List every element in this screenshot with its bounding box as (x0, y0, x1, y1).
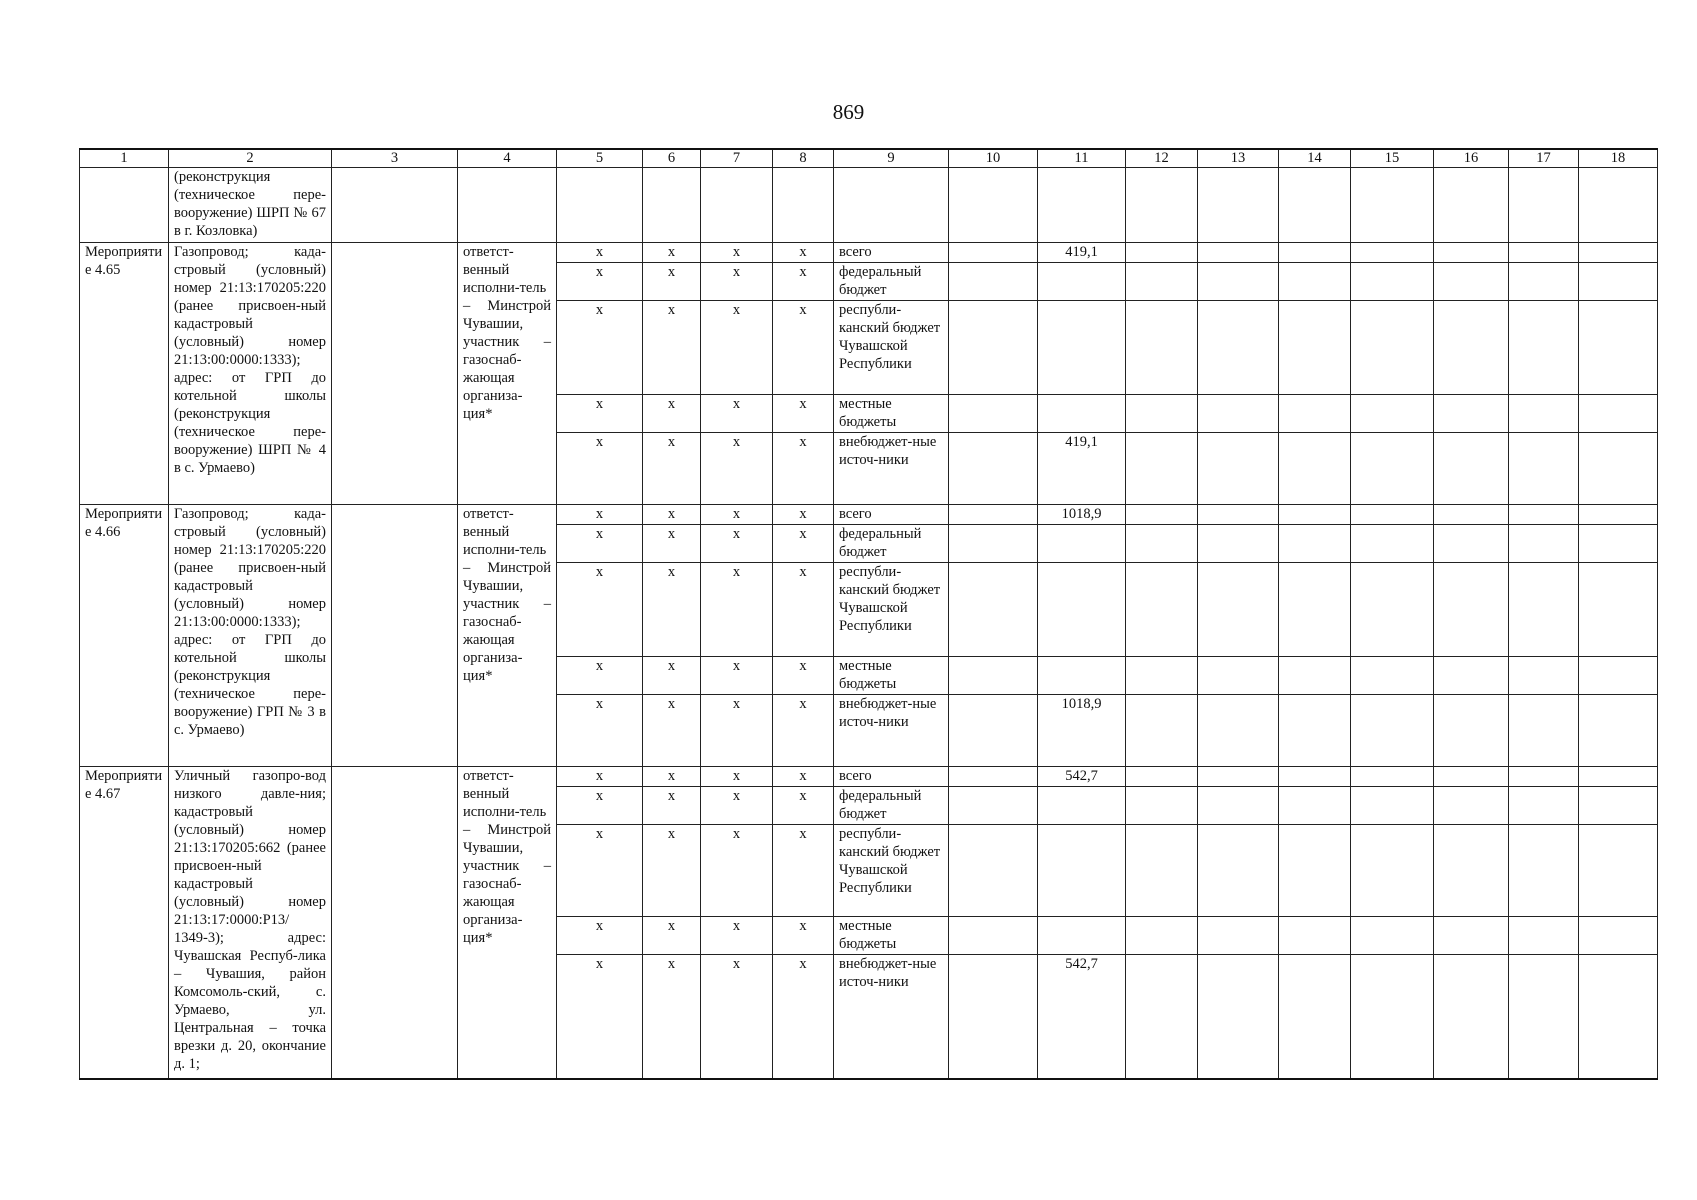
cell (1579, 505, 1658, 525)
cell (1126, 243, 1198, 263)
cell (1351, 243, 1434, 263)
cell (1126, 168, 1198, 243)
amount-cell: 419,1 (1038, 243, 1126, 263)
header-cell: 12 (1126, 149, 1198, 168)
cell (1126, 505, 1198, 525)
cell (1509, 525, 1579, 563)
cell (1198, 395, 1279, 433)
cell (1351, 563, 1434, 657)
funding-source: федеральный бюджет (834, 787, 949, 825)
cell (1279, 263, 1351, 301)
cell (834, 168, 949, 243)
cell (1434, 657, 1509, 695)
cell (1509, 243, 1579, 263)
cell (1279, 563, 1351, 657)
measure-description: Газопровод; када-стровый (условный) номер 21:13:170205:220 (ранее присвоен-ный кадастровый (условный) номер 21:13:00:0000:1333); адрес: от ГРП до котельной школы (реконструкция (техническое пере-вооружение) ГРП № 3 в с. Урмаево) (169, 505, 332, 767)
cell (1579, 563, 1658, 657)
header-cell: 1 (80, 149, 169, 168)
mark-cell: x (773, 433, 834, 505)
cell (1579, 695, 1658, 767)
cell (1351, 657, 1434, 695)
cell (458, 168, 557, 243)
empty-cell (332, 243, 458, 505)
cell (949, 243, 1038, 263)
amount-cell (1038, 395, 1126, 433)
mark-cell: x (773, 955, 834, 1079)
cell (773, 168, 834, 243)
cell (1198, 243, 1279, 263)
table-row (80, 505, 1658, 525)
funding-source: местные бюджеты (834, 395, 949, 433)
mark-cell: x (643, 563, 701, 657)
cell (1126, 263, 1198, 301)
mark-cell: x (701, 243, 773, 263)
cell (1579, 301, 1658, 395)
funding-source: республи-канский бюджет Чувашской Республики (834, 563, 949, 657)
mark-cell: x (643, 525, 701, 563)
cell (1509, 917, 1579, 955)
mark-cell: x (557, 917, 643, 955)
cell (1198, 433, 1279, 505)
mark-cell: x (557, 695, 643, 767)
amount-cell: 419,1 (1038, 433, 1126, 505)
cell (1351, 767, 1434, 787)
cell (949, 917, 1038, 955)
cell (1434, 433, 1509, 505)
mark-cell: x (643, 263, 701, 301)
header-cell: 2 (169, 149, 332, 168)
mark-cell: x (773, 525, 834, 563)
mark-cell: x (557, 395, 643, 433)
mark-cell: x (643, 787, 701, 825)
cell (1198, 767, 1279, 787)
cell (1126, 301, 1198, 395)
mark-cell: x (643, 505, 701, 525)
header-cell: 5 (557, 149, 643, 168)
cell (1351, 695, 1434, 767)
funding-source: всего (834, 243, 949, 263)
funding-source: внебюджет-ные источ-ники (834, 955, 949, 1079)
cell (949, 301, 1038, 395)
cell (1351, 787, 1434, 825)
cell (1279, 767, 1351, 787)
cell (1509, 563, 1579, 657)
cell (1434, 695, 1509, 767)
header-cell: 11 (1038, 149, 1126, 168)
mark-cell: x (557, 263, 643, 301)
cell (949, 695, 1038, 767)
mark-cell: x (643, 955, 701, 1079)
cell (1509, 168, 1579, 243)
cell (1579, 433, 1658, 505)
amount-cell (1038, 657, 1126, 695)
mark-cell: x (643, 917, 701, 955)
mark-cell: x (773, 301, 834, 395)
measure-label: Мероприятие 4.67 (80, 767, 169, 1079)
cell (1279, 243, 1351, 263)
cell (1279, 433, 1351, 505)
cell (1351, 505, 1434, 525)
header-cell: 10 (949, 149, 1038, 168)
cell (1198, 168, 1279, 243)
mark-cell: x (557, 955, 643, 1079)
table-row (80, 767, 1658, 787)
mark-cell: x (701, 563, 773, 657)
cell (1509, 825, 1579, 917)
mark-cell: x (643, 433, 701, 505)
cell (557, 168, 643, 243)
amount-cell (1038, 563, 1126, 657)
page-number: 869 (832, 100, 865, 124)
cell (1351, 168, 1434, 243)
header-cell: 14 (1279, 149, 1351, 168)
amount-cell: 542,7 (1038, 955, 1126, 1079)
cell (1126, 657, 1198, 695)
mark-cell: x (773, 825, 834, 917)
header-cell: 15 (1351, 149, 1434, 168)
header-cell: 16 (1434, 149, 1509, 168)
cell (1279, 395, 1351, 433)
measure-label: Мероприятие 4.66 (80, 505, 169, 767)
mark-cell: x (701, 395, 773, 433)
mark-cell: x (643, 825, 701, 917)
funding-source: республи-канский бюджет Чувашской Республики (834, 301, 949, 395)
cell (949, 433, 1038, 505)
mark-cell: x (557, 657, 643, 695)
cell (1126, 917, 1198, 955)
cell (1579, 917, 1658, 955)
cell (1126, 955, 1198, 1079)
continuation-row (80, 168, 1658, 243)
cell (1351, 825, 1434, 917)
header-cell: 4 (458, 149, 557, 168)
mark-cell: x (557, 825, 643, 917)
cell (643, 168, 701, 243)
mark-cell: x (773, 505, 834, 525)
cell (949, 525, 1038, 563)
cell (1279, 787, 1351, 825)
mark-cell: x (773, 563, 834, 657)
mark-cell: x (701, 301, 773, 395)
amount-cell (1038, 917, 1126, 955)
cell (1434, 301, 1509, 395)
mark-cell: x (701, 955, 773, 1079)
cell (1198, 787, 1279, 825)
cell (1434, 563, 1509, 657)
cell (1279, 917, 1351, 955)
mark-cell: x (557, 525, 643, 563)
cell (1351, 301, 1434, 395)
cell (1434, 917, 1509, 955)
mark-cell: x (773, 263, 834, 301)
mark-cell: x (557, 767, 643, 787)
header-cell: 17 (1509, 149, 1579, 168)
cell (949, 168, 1038, 243)
cell (949, 787, 1038, 825)
cell (1434, 243, 1509, 263)
mark-cell: x (643, 243, 701, 263)
cell (1126, 767, 1198, 787)
cell (1434, 525, 1509, 563)
cell (1579, 395, 1658, 433)
mark-cell: x (643, 695, 701, 767)
amount-cell (1038, 825, 1126, 917)
amount-cell (1038, 301, 1126, 395)
mark-cell: x (643, 767, 701, 787)
header-cell: 13 (1198, 149, 1279, 168)
cell (1579, 263, 1658, 301)
cell (1509, 787, 1579, 825)
mark-cell: x (643, 301, 701, 395)
measure-description: Газопровод; када-стровый (условный) номер 21:13:170205:220 (ранее присвоен-ный кадастровый (условный) номер 21:13:00:0000:1333); адрес: от ГРП до котельной школы (реконструкция (техническое пере-вооружение) ШРП № 4 в с. Урмаево) (169, 243, 332, 505)
cell (80, 168, 169, 243)
cell (949, 263, 1038, 301)
cell (1351, 395, 1434, 433)
cell (1509, 263, 1579, 301)
cell (1351, 955, 1434, 1079)
amount-cell (1038, 263, 1126, 301)
mark-cell: x (701, 525, 773, 563)
mark-cell: x (701, 917, 773, 955)
cell (1198, 505, 1279, 525)
funding-source: местные бюджеты (834, 657, 949, 695)
cell (701, 168, 773, 243)
cell (1198, 825, 1279, 917)
mark-cell: x (773, 767, 834, 787)
continuation-description: (реконструкция (техническое пере-вооружение) ШРП № 67 в г. Козловка) (169, 168, 332, 243)
cell (1198, 263, 1279, 301)
mark-cell: x (773, 917, 834, 955)
cell (1351, 917, 1434, 955)
cell (1434, 767, 1509, 787)
cell (1579, 955, 1658, 1079)
cell (1126, 825, 1198, 917)
funding-source: всего (834, 767, 949, 787)
cell (1434, 168, 1509, 243)
mark-cell: x (773, 243, 834, 263)
cell (1198, 301, 1279, 395)
cell (1434, 825, 1509, 917)
cell (1579, 825, 1658, 917)
mark-cell: x (701, 825, 773, 917)
mark-cell: x (701, 433, 773, 505)
cell (1279, 301, 1351, 395)
mark-cell: x (773, 657, 834, 695)
amount-cell (1038, 525, 1126, 563)
cell (949, 825, 1038, 917)
mark-cell: x (701, 263, 773, 301)
cell (1509, 433, 1579, 505)
cell (1509, 657, 1579, 695)
mark-cell: x (701, 695, 773, 767)
executor-cell: ответст-венный исполни-тель – Минстрой Чувашии, участник – газоснаб-жающая организа-ция* (458, 243, 557, 505)
cell (332, 168, 458, 243)
cell (1579, 243, 1658, 263)
cell (1434, 955, 1509, 1079)
funding-source: внебюджет-ные источ-ники (834, 433, 949, 505)
mark-cell: x (701, 505, 773, 525)
amount-cell: 542,7 (1038, 767, 1126, 787)
cell (1126, 433, 1198, 505)
cell (1279, 657, 1351, 695)
cell (1509, 505, 1579, 525)
header-cell: 8 (773, 149, 834, 168)
header-cell: 3 (332, 149, 458, 168)
header-cell: 18 (1579, 149, 1658, 168)
mark-cell: x (557, 433, 643, 505)
funding-source: федеральный бюджет (834, 525, 949, 563)
funding-source: внебюджет-ные источ-ники (834, 695, 949, 767)
mark-cell: x (701, 657, 773, 695)
header-cell: 7 (701, 149, 773, 168)
cell (1434, 505, 1509, 525)
cell (1579, 657, 1658, 695)
header-cell: 9 (834, 149, 949, 168)
cell (1434, 395, 1509, 433)
cell (949, 395, 1038, 433)
executor-cell: ответст-венный исполни-тель – Минстрой Чувашии, участник – газоснаб-жающая организа-ция* (458, 505, 557, 767)
cell (1279, 525, 1351, 563)
measure-label: Мероприятие 4.65 (80, 243, 169, 505)
cell (1198, 695, 1279, 767)
cell (1434, 263, 1509, 301)
cell (1126, 695, 1198, 767)
mark-cell: x (557, 243, 643, 263)
mark-cell: x (773, 695, 834, 767)
cell (1434, 787, 1509, 825)
mark-cell: x (701, 787, 773, 825)
cell (1579, 168, 1658, 243)
cell (1509, 301, 1579, 395)
cell (1038, 168, 1126, 243)
empty-cell (332, 505, 458, 767)
amount-cell (1038, 787, 1126, 825)
cell (1351, 263, 1434, 301)
header-cell: 6 (643, 149, 701, 168)
cell (949, 767, 1038, 787)
cell (1198, 955, 1279, 1079)
cell (1198, 563, 1279, 657)
mark-cell: x (773, 395, 834, 433)
cell (1509, 767, 1579, 787)
funding-source: республи-канский бюджет Чувашской Республики (834, 825, 949, 917)
funding-source: всего (834, 505, 949, 525)
amount-cell: 1018,9 (1038, 695, 1126, 767)
cell (1509, 695, 1579, 767)
table-row (80, 243, 1658, 263)
cell (1579, 767, 1658, 787)
cell (949, 955, 1038, 1079)
cell (1579, 525, 1658, 563)
cell (949, 505, 1038, 525)
mark-cell: x (643, 395, 701, 433)
mark-cell: x (557, 563, 643, 657)
mark-cell: x (557, 787, 643, 825)
cell (1509, 955, 1579, 1079)
amount-cell: 1018,9 (1038, 505, 1126, 525)
empty-cell (332, 767, 458, 1079)
cell (1126, 563, 1198, 657)
cell (1509, 395, 1579, 433)
cell (1351, 433, 1434, 505)
cell (949, 657, 1038, 695)
executor-cell: ответст-венный исполни-тель – Минстрой Чувашии, участник – газоснаб-жающая организа-ция* (458, 767, 557, 1079)
cell (1579, 787, 1658, 825)
cell (949, 563, 1038, 657)
cell (1279, 695, 1351, 767)
header-row (80, 149, 1658, 168)
mark-cell: x (643, 657, 701, 695)
cell (1198, 917, 1279, 955)
cell (1279, 505, 1351, 525)
measure-description: Уличный газопро-вод низкого давле-ния; кадастровый (условный) номер 21:13:170205:662 (ранее присвоен-ный кадастровый (условный) номер 21:13:17:0000:Р13/ 1349-3); адрес: Чувашская Респуб-лика – Чувашия, район Комсомоль-ский, с. Урмаево, ул. Центральная – точка врезки д. 20, окончание д. 1; (169, 767, 332, 1079)
cell (1279, 825, 1351, 917)
funding-source: федеральный бюджет (834, 263, 949, 301)
mark-cell: x (557, 505, 643, 525)
mark-cell: x (701, 767, 773, 787)
cell (1198, 525, 1279, 563)
cell (1126, 787, 1198, 825)
cell (1351, 525, 1434, 563)
cell (1279, 955, 1351, 1079)
cell (1126, 525, 1198, 563)
cell (1126, 395, 1198, 433)
funding-source: местные бюджеты (834, 917, 949, 955)
cell (1279, 168, 1351, 243)
mark-cell: x (557, 301, 643, 395)
cell (1198, 657, 1279, 695)
budget-table (79, 148, 1658, 1080)
mark-cell: x (773, 787, 834, 825)
